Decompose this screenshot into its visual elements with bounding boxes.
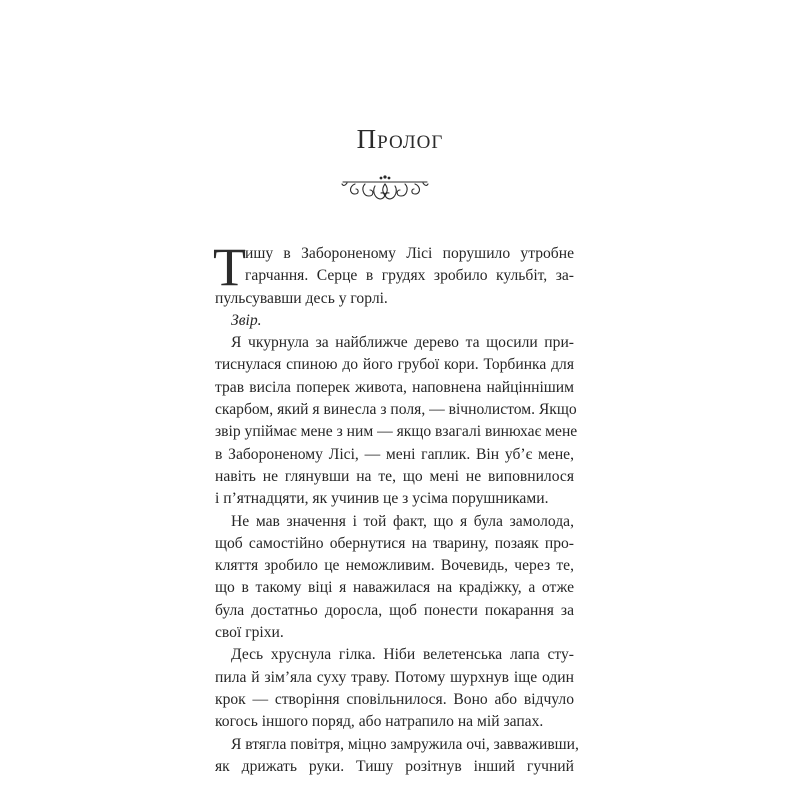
text-line: трав висіла поперек живота, наповнена найціннішим — [215, 378, 574, 396]
text-line: в Забороненому Лісі, — мені гаплик. Він уб’є мене, — [215, 445, 574, 463]
text-line: кляття зробило це неможливим. Вочевидь, через те, — [215, 557, 574, 575]
text-line: крок — створіння сповільнилося. Воно або відчуло — [215, 690, 574, 708]
flourish-ornament-icon — [341, 172, 429, 206]
text-line: когось іншого поряд, або натрапило на мій запах. — [215, 713, 544, 731]
text-line: свої гріхи. — [215, 624, 284, 642]
body-text — [213, 237, 579, 778]
text-line: Я втягла повітря, міцно замружила очі, завваживши, — [231, 735, 579, 753]
text-line: гарчання. Серце в грудях зробило кульбіт, за- — [245, 267, 574, 285]
text-line: Я чкурнула за найближче дерево та щосили при- — [231, 334, 574, 352]
text-line: скарбом, який я винесла з поля, — вічнолистом. Якщо — [215, 401, 577, 419]
text-line: що в такому віці я наважилася на крадіжку, а отже — [215, 579, 574, 597]
chapter-title: Пролог — [356, 124, 444, 154]
text-line: навіть не глянувши на те, що мені не виповнилося — [215, 467, 574, 485]
text-line: Звір. — [231, 311, 262, 329]
text-line: тиснулася спиною до його грубої кори. Торбинка для — [215, 356, 574, 374]
text-line: була достатньо доросла, щоб понести покарання за — [215, 601, 574, 619]
text-line: пульсувавши десь у горлі. — [215, 289, 388, 307]
text-line: звір упіймає мене з ним — якщо взагалі винюхає мене — [215, 423, 578, 441]
text-line: Десь хруснула гілка. Ніби велетенська лапа сту- — [231, 646, 574, 664]
text-line: щоб самостійно обернутися на тварину, позаяк про- — [215, 534, 574, 552]
text-line: і п’ятнадцяти, як учинив це з усіма порушниками. — [215, 490, 549, 508]
text-line: ишу в Забороненому Лісі порушило утробне — [245, 245, 574, 262]
drop-cap: Т — [213, 237, 246, 297]
text-line: як дрижать руки. Тишу розітнув інший гучний — [215, 757, 574, 775]
text-line: Не мав значення і той факт, що я була замолода, — [231, 512, 574, 530]
text-line: пила й зім’яла суху траву. Потому шурхнув іще один — [215, 668, 574, 686]
